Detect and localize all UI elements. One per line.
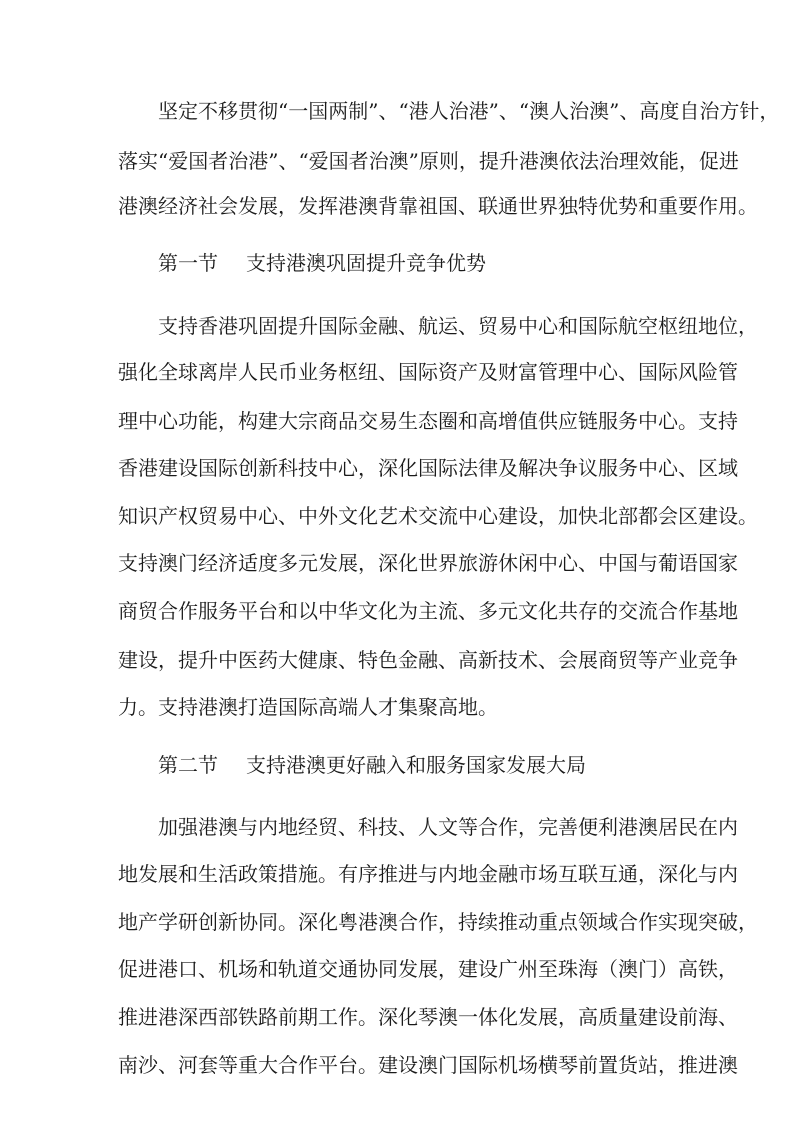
section1-line: 商贸合作服务平台和以中华文化为主流、多元文化共存的交流合作基地	[118, 599, 738, 623]
section-title: 支持港澳更好融入和服务国家发展大局	[246, 753, 586, 777]
section-number: 第二节	[158, 753, 218, 777]
intro-line: 落实“爱国者治港”、“爱国者治澳”原则，提升港澳依法治理效能，促进	[118, 149, 739, 173]
section2-line: 地发展和生活政策措施。有序推进与内地金融市场互联互通，深化与内	[118, 862, 738, 886]
section2-line: 南沙、河套等重大合作平台。建设澳门国际机场横琴前置货站，推进澳	[118, 1053, 738, 1077]
section-heading-2	[158, 748, 718, 782]
section1-line: 支持香港巩固提升国际金融、航运、贸易中心和国际航空枢纽地位，	[158, 314, 758, 338]
section2-line: 推进港深西部铁路前期工作。深化琴澳一体化发展，高质量建设前海、	[118, 1005, 738, 1029]
section2-line: 地产学研创新协同。深化粤港澳合作，持续推动重点领域合作实现突破，	[118, 910, 758, 934]
section-number: 第一节	[158, 251, 218, 275]
section1-line: 香港建设国际创新科技中心，深化国际法律及解决争议服务中心、区域	[118, 456, 738, 480]
section1-line: 建设，提升中医药大健康、特色金融、高新技术、会展商贸等产业竞争	[118, 648, 738, 672]
section1-line: 支持澳门经济适度多元发展，深化世界旅游休闲中心、中国与葡语国家	[118, 551, 738, 575]
section1-line: 强化全球离岸人民币业务枢纽、国际资产及财富管理中心、国际风险管	[118, 360, 738, 384]
section2-line: 促进港口、机场和轨道交通协同发展，建设广州至珠海（澳门）高铁，	[118, 957, 738, 981]
section1-line: 知识产权贸易中心、中外文化艺术交流中心建设，加快北部都会区建设。	[118, 504, 758, 528]
intro-line: 港澳经济社会发展，发挥港澳背靠祖国、联通世界独特优势和重要作用。	[118, 194, 758, 218]
section-heading-1	[158, 246, 718, 280]
section1-line: 理中心功能，构建大宗商品交易生态圈和高增值供应链服务中心。支持	[118, 409, 738, 433]
section1-line: 力。支持港澳打造国际高端人才集聚高地。	[118, 695, 498, 719]
section2-line: 加强港澳与内地经贸、科技、人文等合作，完善便利港澳居民在内	[158, 815, 738, 839]
section-title: 支持港澳巩固提升竞争优势	[246, 251, 486, 275]
intro-line: 坚定不移贯彻“一国两制”、“港人治港”、“澳人治澳”、高度自治方针，	[158, 99, 780, 123]
